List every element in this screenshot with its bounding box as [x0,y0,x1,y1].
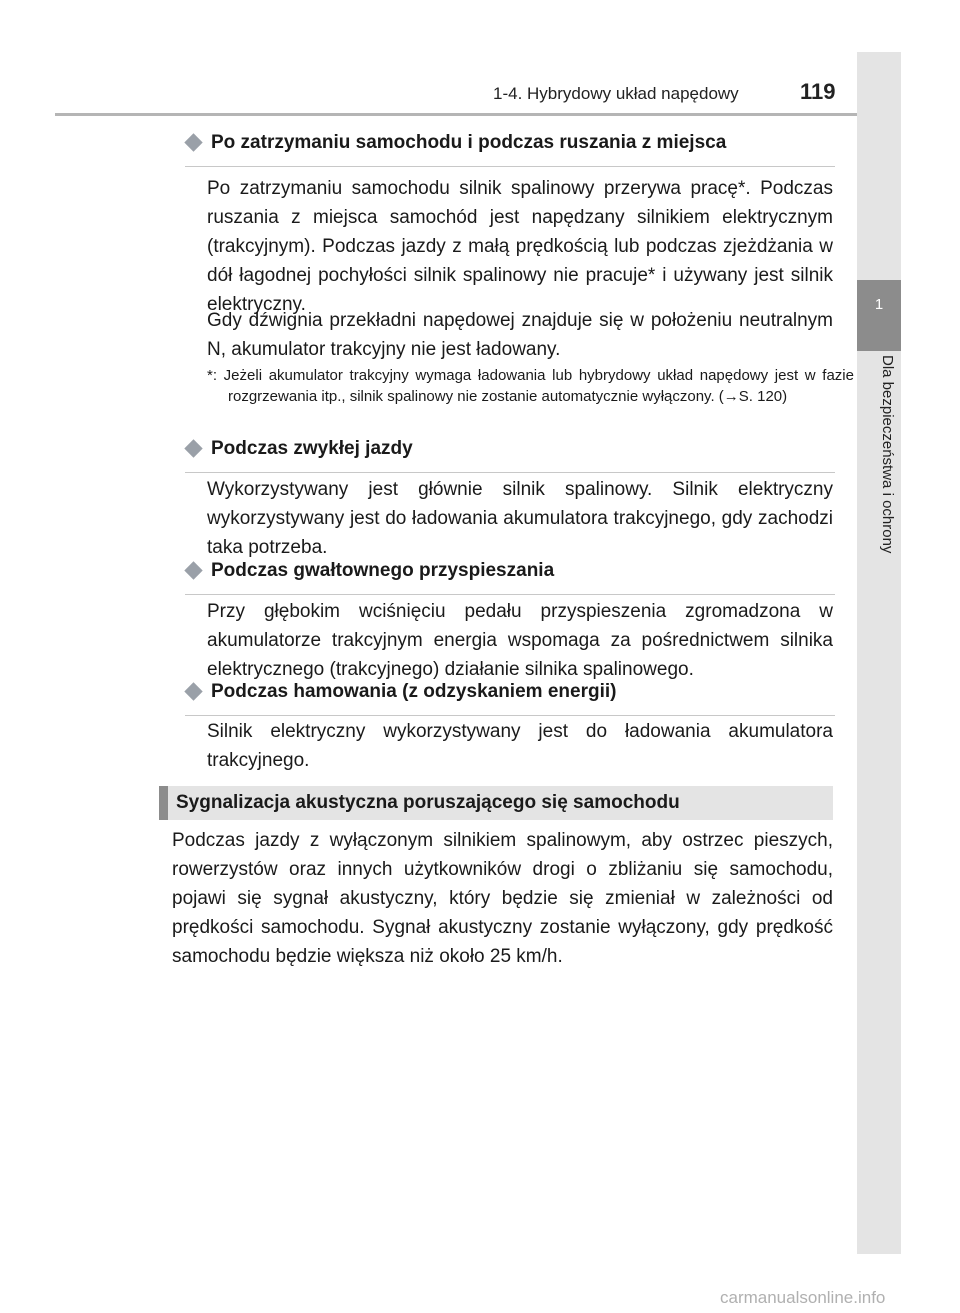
section-band [159,786,833,820]
diamond-bullet-icon [184,561,202,579]
subheading-rule [185,594,835,595]
section-band-accent [159,786,168,820]
side-tab-chapter-label: Dla bezpieczeństwa i ochrony [879,355,896,554]
subheading-title: Podczas hamowania (z odzyskaniem energii) [211,681,617,702]
diamond-bullet-icon [184,439,202,457]
subheading-rule [185,166,835,167]
diamond-bullet-icon [184,682,202,700]
header-rule [55,113,858,116]
subheading-rule [185,472,835,473]
watermark: carmanualsonline.info [720,1288,886,1307]
side-tab-active-marker [857,280,901,351]
side-tab-chapter-number: 1 [874,296,884,313]
subheading-title: Podczas gwałtownego przyspieszania [211,560,555,581]
paragraph: Podczas jazdy z wyłączonym silnikiem spalinowym, aby ostrzec pieszych, rowerzystów oraz innych użytkowników drogi o zbliżaniu się samochodu, pojawi się sygnał akustyczny, który będzie się zmieniał w zależności od prędkości samochodu. Sygnał akustyczny zostanie wyłączony, gdy prędkość samochodu będzie większa niż około 25 km/h. [172,830,833,967]
subheading-rule [185,715,835,716]
paragraph: Po zatrzymaniu samochodu silnik spalinowy przerywa pracę*. Podczas ruszania z miejsca samochód jest napędzany silnikiem elektrycznym (trakcyjnym). Podczas jazdy z małą prędkością lub podczas zjeżdżania w dół łagodnej pochyłości silnik spalinowy nie pracuje* i używany jest silnik elektryczny. [207,178,833,315]
footnote: *: Jeżeli akumulator trakcyjny wymaga ładowania lub hybrydowy układ napędowy jest w fazie rozgrzewania itp., silnik spalinowy nie zostanie automatycznie wyłączony. (→S. 120) [207,367,854,405]
side-tab-strip [857,52,901,1254]
subheading-title: Podczas zwykłej jazdy [211,438,413,459]
paragraph: Przy głębokim wciśnięciu pedału przyspieszenia zgromadzona w akumulatorze trakcyjnym energia wspomaga za pośrednictwem silnika elektrycznego (trakcyjnego) działanie silnika spalinowego. [207,601,833,680]
paragraph: Silnik elektryczny wykorzystywany jest do ładowania akumulatora trakcyjnego. [207,721,833,771]
page-number: 119 [800,79,836,104]
section-band-title: Sygnalizacja akustyczna poruszającego się samochodu [176,792,680,813]
paragraph: Gdy dźwignia przekładni napędowej znajduje się w położeniu neutralnym N, akumulator trakcyjny nie jest ładowany. [207,310,833,360]
header-section-title: 1-4. Hybrydowy układ napędowy [493,84,739,103]
paragraph: Wykorzystywany jest głównie silnik spalinowy. Silnik elektryczny wykorzystywany jest do ładowania akumulatora trakcyjnego, gdy zachodzi taka potrzeba. [207,479,833,558]
subheading-title: Po zatrzymaniu samochodu i podczas ruszania z miejsca [211,132,727,153]
diamond-bullet-icon [184,133,202,151]
